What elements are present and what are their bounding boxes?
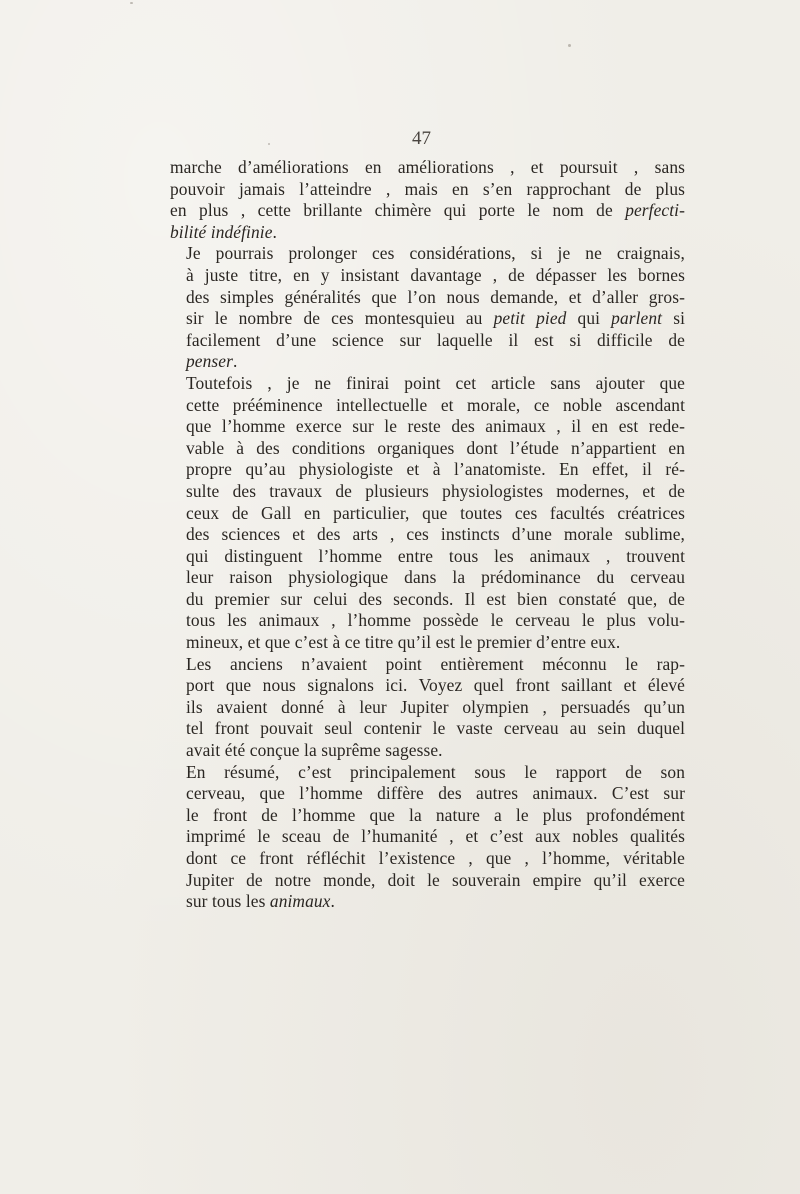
- text-run: marche d’améliorations en améliorations , et poursuit , sans: [170, 157, 685, 177]
- text-run: ils avaient donné à leur Jupiter olympien , persuadés qu’un: [186, 696, 685, 717]
- text-line: [170, 459, 685, 481]
- text-run: leur raison physiologique dans la prédominance du cerveau: [186, 567, 685, 588]
- text-run: ceux de Gall en particulier, que toutes ces facultés créatrices: [186, 502, 685, 523]
- text-run: .: [232, 351, 238, 372]
- text-run: des sciences et des arts , ces instincts d’une morale sublime,: [186, 524, 685, 545]
- text-line: [170, 675, 685, 697]
- text-line: [170, 287, 685, 309]
- text-run: sir le nombre de ces montesquieu au: [186, 308, 494, 329]
- text-run: tel front pouvait seul contenir le vaste cerveau au sein duquel: [186, 718, 685, 739]
- text-line: [170, 783, 685, 805]
- text-line: [170, 330, 685, 352]
- text-line: [170, 546, 685, 568]
- paragraph-1: [170, 157, 685, 243]
- text-line: [170, 524, 685, 546]
- text-run: le front de l’homme que la nature a le plus profondément: [186, 804, 685, 825]
- paragraph-3: [170, 373, 685, 654]
- paragraph-4: [170, 654, 685, 762]
- text-line: [170, 416, 685, 438]
- text-run: qui: [566, 308, 612, 329]
- text-line: [170, 740, 685, 762]
- text-run: pouvoir jamais l’atteindre , mais en s’en rapprochant de plus: [170, 178, 685, 199]
- text-line: [170, 805, 685, 827]
- text-run: .: [330, 891, 335, 912]
- text-run: Toutefois , je ne finirai point cet article sans ajouter que: [186, 372, 685, 393]
- text-run: Les anciens n’avaient point entièrement méconnu le rap-: [186, 653, 685, 674]
- text-line: [170, 589, 685, 611]
- text-run: sulte des travaux de plusieurs physiologistes modernes, et de: [186, 480, 685, 501]
- text-line: [170, 826, 685, 848]
- text-line: [170, 610, 685, 632]
- text-line: [170, 265, 685, 287]
- paper-speck: [130, 2, 133, 4]
- paragraph-2: [170, 243, 685, 373]
- text-run: du premier sur celui des seconds. Il est bien constaté que, de: [186, 588, 685, 609]
- text-run: Je pourrais prolonger ces considérations, si je ne craignais,: [186, 243, 685, 264]
- text-line: [170, 567, 685, 589]
- text-run: sur tous les: [186, 891, 270, 912]
- italic-text: perfecti-: [625, 200, 685, 221]
- text-run: à juste titre, en y insistant davantage , de dépasser les bornes: [186, 264, 685, 285]
- paper-speck: [568, 44, 571, 47]
- text-run: mineux, et que c’est à ce titre qu’il est le premier d’entre eux.: [186, 632, 621, 653]
- text-run: avait été conçue la suprême sagesse.: [186, 740, 443, 761]
- italic-text: penser: [186, 351, 233, 372]
- page-number: 47: [412, 128, 431, 149]
- text-line: [170, 157, 685, 179]
- text-line: [170, 697, 685, 719]
- text-run: En résumé, c’est principalement sous le rapport de son: [186, 761, 685, 782]
- text-run: imprimé le sceau de l’humanité , et c’est aux nobles qualités: [186, 826, 685, 847]
- text-run: propre qu’au physiologiste et à l’anatomiste. En effet, il ré-: [186, 459, 685, 480]
- italic-text: animaux: [269, 891, 331, 912]
- paragraph-5: [170, 762, 685, 913]
- text-run: que l’homme exerce sur le reste des animaux , il en est rede-: [186, 416, 685, 437]
- text-line: [170, 395, 685, 417]
- text-line: [170, 870, 685, 892]
- text-run: port que nous signalons ici. Voyez quel front saillant et élevé: [186, 675, 685, 696]
- text-line: [170, 632, 685, 654]
- text-run: des simples généralités que l’on nous demande, et d’aller gros-: [186, 286, 685, 307]
- text-run: qui distinguent l’homme entre tous les animaux , trouvent: [186, 545, 685, 566]
- text-run: cette prééminence intellectuelle et morale, ce noble ascendant: [186, 394, 685, 415]
- text-line: [170, 848, 685, 870]
- text-run: Jupiter de notre monde, doit le souverain empire qu’il exerce: [186, 869, 685, 890]
- text-line: [170, 351, 685, 373]
- text-run: si: [662, 308, 686, 329]
- text-line: [170, 438, 685, 460]
- text-line: [170, 200, 685, 222]
- italic-text: petit pied: [493, 308, 567, 329]
- italic-text: bilité indéfinie: [170, 221, 273, 242]
- text-line: [170, 503, 685, 525]
- text-line: [170, 373, 685, 395]
- text-line: [170, 308, 685, 330]
- text-run: cerveau, que l’homme diffère des autres animaux. C’est sur: [186, 783, 685, 804]
- text-line: [170, 762, 685, 784]
- text-line: [170, 891, 685, 913]
- text-run: tous les animaux , l’homme possède le cerveau le plus volu-: [186, 610, 685, 631]
- italic-text: parlent: [611, 308, 663, 329]
- paper-speck: [268, 143, 270, 145]
- text-line: [170, 243, 685, 265]
- text-line: [170, 481, 685, 503]
- body-text: [170, 157, 685, 913]
- text-run: .: [272, 221, 277, 242]
- text-run: en plus , cette brillante chimère qui porte le nom de: [170, 200, 626, 221]
- text-line: [170, 179, 685, 201]
- text-run: vable à des conditions organiques dont l’étude n’appartient en: [186, 437, 685, 458]
- text-run: facilement d’une science sur laquelle il est si difficile de: [186, 329, 685, 350]
- text-line: [170, 654, 685, 676]
- text-line: [170, 718, 685, 740]
- text-run: dont ce front réfléchit l’existence , que , l’homme, véritable: [186, 848, 685, 868]
- text-line: [170, 222, 685, 244]
